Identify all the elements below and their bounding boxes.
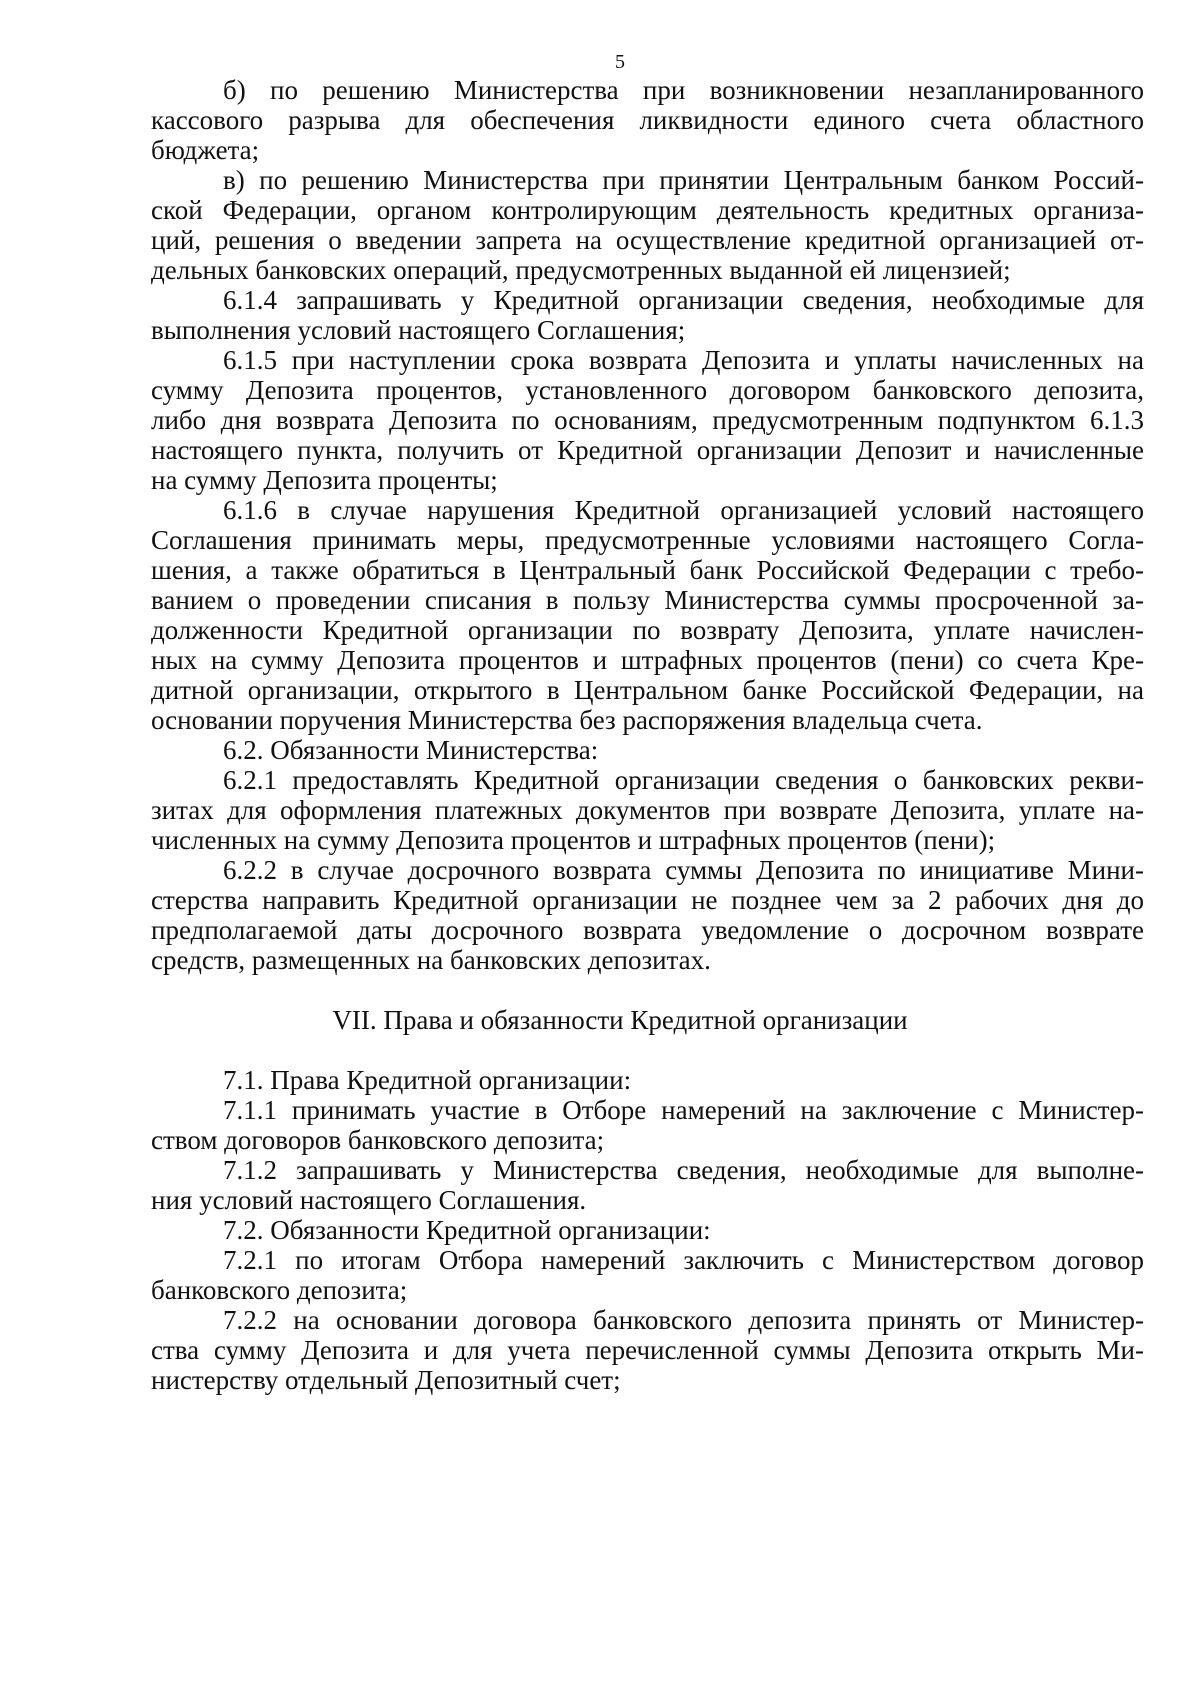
text-line: банковского депозита; (151, 1275, 408, 1305)
text-line: кассового разрыва для обеспечения ликвидности единого счета областного (151, 105, 1144, 135)
text-line: выполнения условий настоящего Соглашения; (151, 315, 686, 345)
section-heading: VII. Права и обязанности Кредитной организации (332, 1005, 908, 1035)
text-line: в) по решению Министерства при принятии Центральным банком Россий- (223, 165, 1144, 195)
text-line: дельных банковских операций, предусмотренных выданной ей лицензией; (151, 255, 1011, 285)
text-line: 7.2.1 по итогам Отбора намерений заключить с Министерством договор (223, 1245, 1144, 1275)
text-line: шения, а также обратиться в Центральный банк Российской Федерации с требо- (151, 555, 1144, 585)
text-line: либо дня возврата Депозита по основаниям, предусмотренным подпунктом 6.1.3 (151, 405, 1144, 435)
text-line: бюджета; (151, 135, 260, 165)
text-line: ванием о проведении списания в пользу Министерства суммы просроченной за- (151, 585, 1144, 615)
text-line: 7.1.2 запрашивать у Министерства сведения, необходимые для выполне- (223, 1155, 1144, 1185)
text-line: нистерству отдельный Депозитный счет; (151, 1365, 621, 1395)
text-line: ством договоров банковского депозита; (151, 1125, 605, 1155)
text-line: настоящего пункта, получить от Кредитной организации Депозит и начисленные (151, 435, 1144, 465)
text-line: ций, решения о введении запрета на осуществление кредитной организацией от- (151, 225, 1144, 255)
text-line: основании поручения Министерства без распоряжения владельца счета. (151, 705, 983, 735)
text-line: средств, размещенных на банковских депозитах. (151, 945, 711, 975)
page-number: 5 (615, 51, 625, 73)
text-line: ской Федерации, органом контролирующим деятельность кредитных организа- (151, 195, 1144, 225)
text-line: долженности Кредитной организации по возврату Депозита, уплате начислен- (151, 615, 1144, 645)
text-line: дитной организации, открытого в Центральном банке Российской Федерации, на (151, 675, 1144, 705)
text-line: ства сумму Депозита и для учета перечисленной суммы Депозита открыть Ми- (151, 1335, 1144, 1365)
text-line: на сумму Депозита проценты; (151, 465, 498, 495)
text-line: предполагаемой даты досрочного возврата уведомление о досрочном возврате (151, 915, 1144, 945)
text-line: зитах для оформления платежных документов при возврате Депозита, уплате на- (151, 795, 1144, 825)
text-line: ных на сумму Депозита процентов и штрафных процентов (пени) со счета Кре- (151, 645, 1144, 675)
text-line: стерства направить Кредитной организации не позднее чем за 2 рабочих дня до (151, 885, 1144, 915)
text-line: 6.2.1 предоставлять Кредитной организации сведения о банковских рекви- (223, 765, 1144, 795)
text-line: сумму Депозита процентов, установленного договором банковского депозита, (151, 375, 1144, 405)
text-line: 6.1.6 в случае нарушения Кредитной организацией условий настоящего (223, 495, 1144, 525)
text-line: 6.1.4 запрашивать у Кредитной организации сведения, необходимые для (223, 285, 1144, 315)
text-line: 7.2. Обязанности Кредитной организации: (223, 1215, 711, 1245)
text-line: 7.2.2 на основании договора банковского депозита принять от Министер- (223, 1305, 1144, 1335)
text-line: б) по решению Министерства при возникновении незапланированного (223, 75, 1144, 105)
text-line: 7.1.1 принимать участие в Отборе намерений на заключение с Министер- (223, 1095, 1144, 1125)
text-line: ния условий настоящего Соглашения. (151, 1185, 587, 1215)
text-line: 6.2. Обязанности Министерства: (223, 735, 599, 765)
text-line: 6.2.2 в случае досрочного возврата суммы Депозита по инициативе Мини- (223, 855, 1144, 885)
text-line: численных на сумму Депозита процентов и штрафных процентов (пени); (151, 825, 996, 855)
text-line: 7.1. Права Кредитной организации: (223, 1065, 632, 1095)
text-line: Соглашения принимать меры, предусмотренные условиями настоящего Согла- (151, 525, 1144, 555)
text-line: 6.1.5 при наступлении срока возврата Депозита и уплаты начисленных на (223, 345, 1144, 375)
